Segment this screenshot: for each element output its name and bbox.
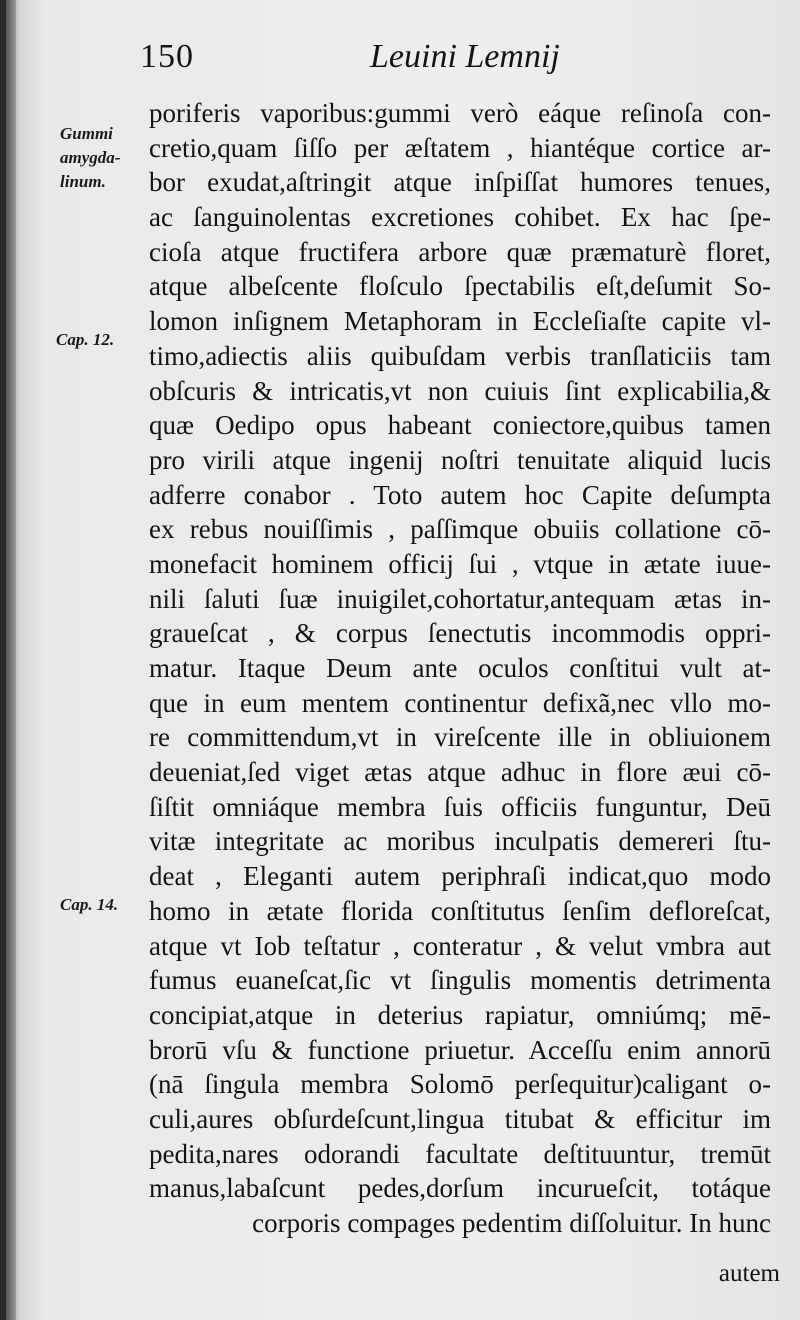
text-line: nili ſaluti ſuæ inuigilet,cohortatur,antequam ætas in- (149, 583, 771, 614)
page-header (6, 36, 800, 86)
text-line: ac ſanguinolentas excretiones cohibet. Ex hac ſpe- (149, 202, 771, 233)
text-line: vitæ integritate ac moribus inculpatis demereri ſtu- (149, 826, 771, 857)
text-line: monefacit hominem officij ſui , vtque in ætate iuue- (149, 548, 771, 579)
text-line: timo,adiectis aliis quibuſdam verbis tranſlaticiis tam (149, 340, 771, 371)
text-line: re committendum,vt in vireſcente ille in obliuionem (149, 722, 771, 753)
margin-note-line: linum. (60, 172, 106, 191)
text-line: manus,labaſcunt pedes,dorſum incurueſcit, totáque (149, 1173, 771, 1204)
text-line: culi,aures obſurdeſcunt,lingua titubat & efficitur im (149, 1103, 771, 1134)
text-line: cretio,quam ſiſſo per æſtatem , hiantéque cortice ar- (149, 132, 771, 163)
text-line: homo in ætate florida conſtitutus ſenſim defloreſcat, (149, 895, 771, 926)
text-line: ex rebus nouiſſimis , paſſimque obuiis collatione cō- (149, 514, 771, 545)
text-line: ſiſtit omniáque membra ſuis officiis funguntur, Deū (149, 791, 771, 822)
text-line: atque vt Iob teſtatur , conteratur , & velut vmbra aut (149, 930, 771, 961)
page-gutter-shadow (6, 0, 16, 1320)
text-line: concipiat,atque in deterius rapiatur, omniúmq; mē- (149, 999, 771, 1030)
book-page (6, 0, 800, 1320)
text-line: atque albeſcente floſculo ſpectabilis eſt,deſumit So- (149, 271, 771, 302)
text-line: deueniat,ſed viget ætas atque adhuc in flore æui cō- (149, 757, 771, 788)
text-line: fumus euaneſcat,ſic vt ſingulis momentis detrimenta (149, 965, 771, 996)
text-line: brorū vſu & functione priuetur. Acceſſu enim annorū (149, 1034, 771, 1065)
margin-note-line: Gummi (60, 124, 113, 143)
running-title: Leuini Lemnij (370, 38, 560, 75)
text-line: corporis compages pedentim diſſoluitur. In hunc (252, 1208, 771, 1238)
text-line: obſcuris & intricatis,vt non cuiuis ſint explicabilia,& (149, 375, 771, 406)
margin-note-cap12: Cap. 12. (56, 330, 115, 349)
text-line: quæ Oedipo opus habeant coniectore,quibus tamen (149, 410, 771, 441)
page-number: 150 (140, 38, 194, 75)
text-line: graueſcat , & corpus ſenectutis incommodis oppri- (149, 618, 771, 649)
text-line: que in eum mentem continentur defixã,nec vllo mo- (149, 687, 771, 718)
text-line: adferre conabor . Toto autem hoc Capite deſumpta (149, 479, 771, 510)
text-line: poriferis vaporibus:gummi verò eáque reſinoſa con- (149, 98, 771, 128)
text-line: matur. Itaque Deum ante oculos conſtitui vult at- (149, 653, 771, 683)
text-line: (nā ſingula membra Solomō perſequitur)caligant o- (149, 1069, 771, 1100)
margin-note-gummi (60, 122, 120, 194)
margin-note-cap14: Cap. 14. (60, 895, 119, 914)
margin-note-line: amygda- (60, 148, 121, 167)
text-line: lomon inſignem Metaphoram in Eccleſiaſte capite vl- (149, 306, 771, 337)
text-line: bor exudat,aſtringit atque inſpiſſat humores tenues, (149, 167, 771, 198)
text-line: cioſa atque fructifera arbore quæ præmaturè floret, (149, 236, 771, 267)
body-text (149, 96, 771, 1241)
text-line: pedita,nares odorandi facultate deſtituuntur, tremūt (149, 1138, 771, 1169)
text-line: deat , Eleganti autem periphraſi indicat,quo modo (149, 861, 771, 892)
catchword: autem (718, 1260, 780, 1287)
text-line: pro virili atque ingenij noſtri tenuitate aliquid lucis (149, 444, 771, 475)
